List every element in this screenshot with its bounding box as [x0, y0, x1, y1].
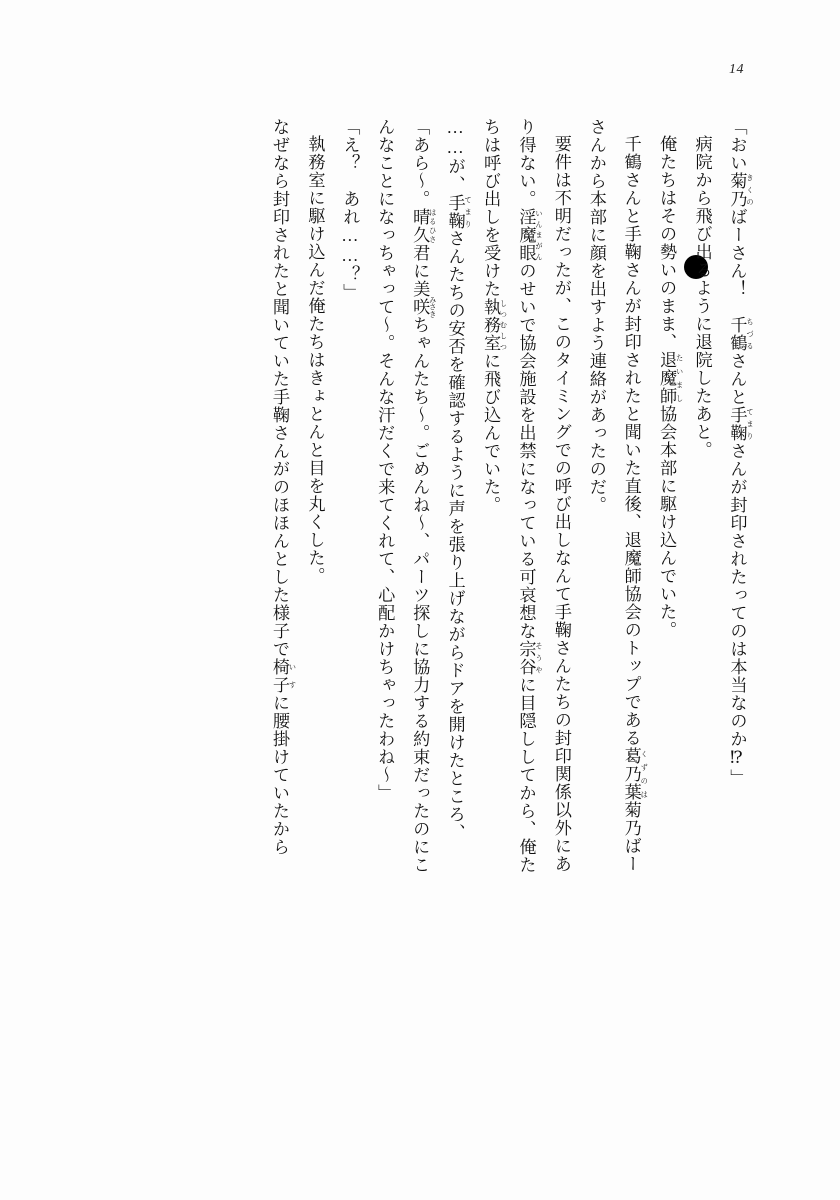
body-paragraph: さんから本部に顔を出すよう連絡があったのだ。 — [586, 118, 606, 514]
ruby-text: 退魔師 たいまし — [657, 351, 684, 406]
ruby-text: 晴久 はるひさ — [410, 208, 437, 244]
ruby-text: 淫魔眼 いんまがん — [516, 208, 543, 262]
body-paragraph: ちは呼び出しを受けた執務室 しつむしつに飛び込んでいた。 — [481, 118, 508, 514]
ruby-text: 千鶴 ちづる — [727, 316, 754, 352]
body-paragraph: 千鶴さんと手鞠さんが封印されたと聞いた直後、退魔師協会のトップである葛乃葉 くずのは菊乃ばー — [621, 135, 649, 874]
body-paragraph: 病院から飛び出るように退院したあと。 — [692, 135, 712, 460]
ruby-text: 宗谷 そうや — [516, 640, 543, 676]
body-paragraph: 俺たちはその勢いのまま、退魔師 たいまし協会本部に駆け込んでいた。 — [657, 135, 684, 640]
page-number: 14 — [729, 62, 744, 77]
body-paragraph: り得ない。淫魔眼 いんまがんのせいで協会施設を出禁になっている可哀想な宗谷 そうやに目隠ししてから、俺た — [516, 118, 543, 874]
body-paragraph: んなことになっちゃって～。そんな汗だくで来てくれて、心配かけちゃったわね～」 — [375, 118, 395, 802]
ruby-text: 手鞠 てまり — [727, 406, 754, 442]
ruby-text: 咲 みさき — [410, 296, 437, 318]
ruby-text: 菊乃 きくの — [727, 172, 754, 208]
body-paragraph: 要件は不明だったが、このタイミングでの呼び出しなんて手鞠さんたちの封印関係以外にあ — [551, 135, 571, 874]
body-paragraph: 「あら～。晴久 はるひさ君に美咲 みさきちゃんたち～。ごめんね～、パーツ探しに協力する約束だったのにこ — [410, 118, 437, 874]
body-paragraph: 「え？ あれ……？」 — [340, 118, 360, 302]
ruby-text: 手鞠 てまり — [445, 193, 473, 230]
ruby-text: 葛乃葉 くずのは — [621, 747, 649, 802]
vertical-body-text — [114, 118, 754, 1100]
ruby-text: 椅子 いす — [270, 658, 297, 694]
body-paragraph: 執務室に駆け込んだ俺たちはきょとんと目を丸くした。 — [305, 135, 325, 586]
body-paragraph: なぜなら封印されたと聞いていた手鞠さんがのほほんとした様子で椅子 いすに腰掛けていたから — [270, 118, 297, 856]
body-paragraph: ……が、手鞠 てまりさんたちの安否を確認するように声を張り上げながらドアを開けたところ、 — [445, 118, 473, 842]
ruby-text: 執務室 しつむしつ — [481, 298, 508, 352]
body-paragraph: 「おい菊乃 きくのばーさん！ 千鶴 ちづるさんと手鞠 てまりさんが封印されたってのは本当なのか⁉」 — [727, 118, 754, 787]
